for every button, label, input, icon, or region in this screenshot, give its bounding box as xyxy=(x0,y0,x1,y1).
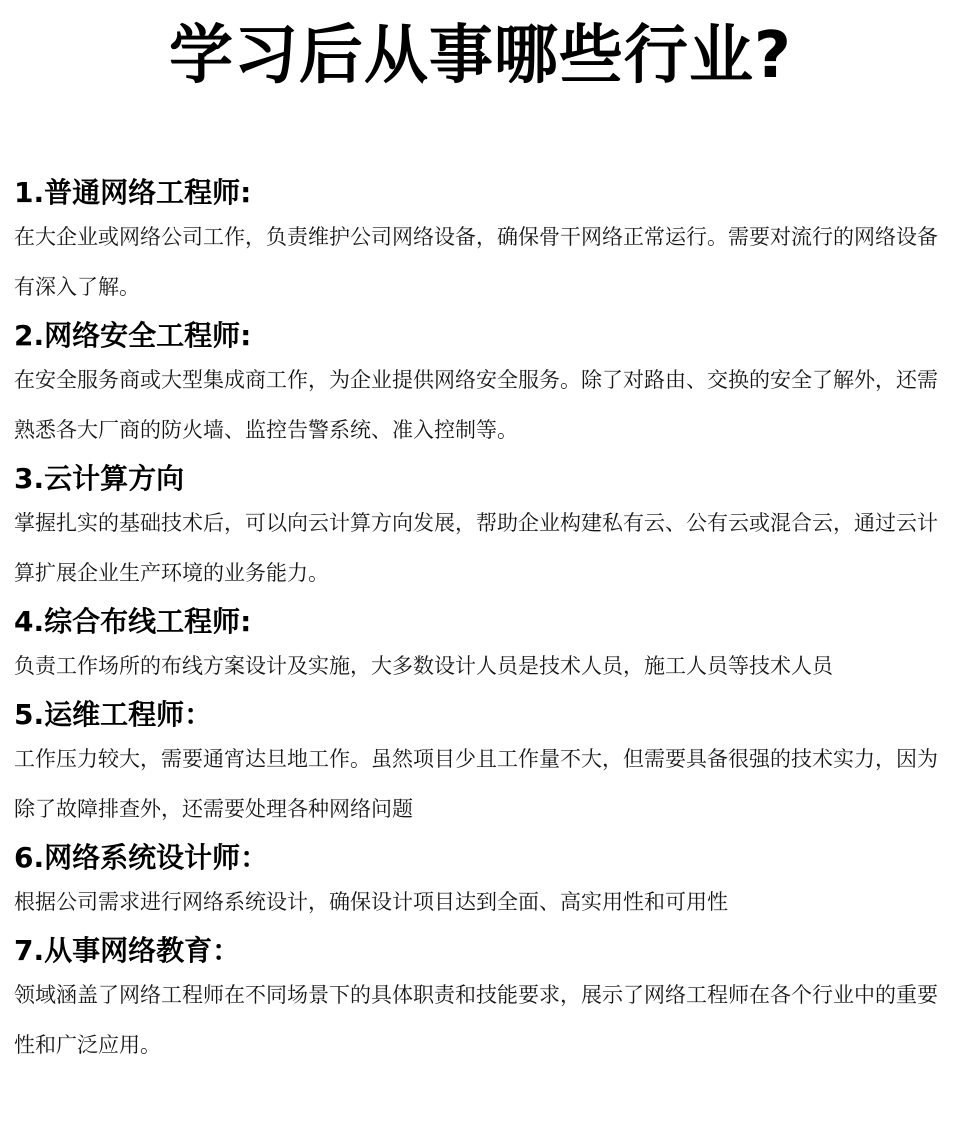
industry-section-network-education xyxy=(14,932,947,1070)
page-title: 学习后从事哪些行业? xyxy=(168,19,793,93)
section-title: 1.普通网络工程师: xyxy=(14,176,252,209)
section-title: 4.综合布线工程师: xyxy=(14,605,252,638)
industry-section-security-engineer xyxy=(14,317,947,455)
section-description: 负责工作场所的布线方案设计及实施，大多数设计人员是技术人员，施工人员等技术人员 xyxy=(14,654,833,678)
industry-section-operations-engineer xyxy=(14,696,947,834)
industry-list xyxy=(14,174,947,1070)
section-description: 在安全服务商或大型集成商工作，为企业提供网络安全服务。除了对路由、交换的安全了解外，还需熟悉各大厂商的防火墙、监控告警系统、准入控制等。 xyxy=(14,368,938,442)
section-description: 掌握扎实的基础技术后，可以向云计算方向发展，帮助企业构建私有云、公有云或混合云，通过云计算扩展企业生产环境的业务能力。 xyxy=(14,511,938,585)
section-description: 在大企业或网络公司工作，负责维护公司网络设备，确保骨干网络正常运行。需要对流行的网络设备有深入了解。 xyxy=(14,225,938,299)
section-title: 2.网络安全工程师: xyxy=(14,319,252,352)
section-title: 5.运维工程师： xyxy=(14,698,213,731)
section-description: 工作压力较大，需要通宵达旦地工作。虽然项目少且工作量不大，但需要具备很强的技术实力，因为除了故障排查外，还需要处理各种网络问题 xyxy=(14,747,938,821)
section-title: 6.网络系统设计师： xyxy=(14,841,269,874)
section-description: 根据公司需求进行网络系统设计，确保设计项目达到全面、高实用性和可用性 xyxy=(14,890,728,914)
section-title: 7.从事网络教育： xyxy=(14,934,241,967)
section-description: 领域涵盖了网络工程师在不同场景下的具体职责和技能要求，展示了网络工程师在各个行业中的重要性和广泛应用。 xyxy=(14,983,938,1057)
industry-section-network-engineer xyxy=(14,174,947,312)
industry-section-system-designer xyxy=(14,839,947,927)
industry-section-cloud-computing xyxy=(14,460,947,598)
section-title: 3.云计算方向 xyxy=(14,462,185,495)
industry-section-cabling-engineer xyxy=(14,603,947,691)
